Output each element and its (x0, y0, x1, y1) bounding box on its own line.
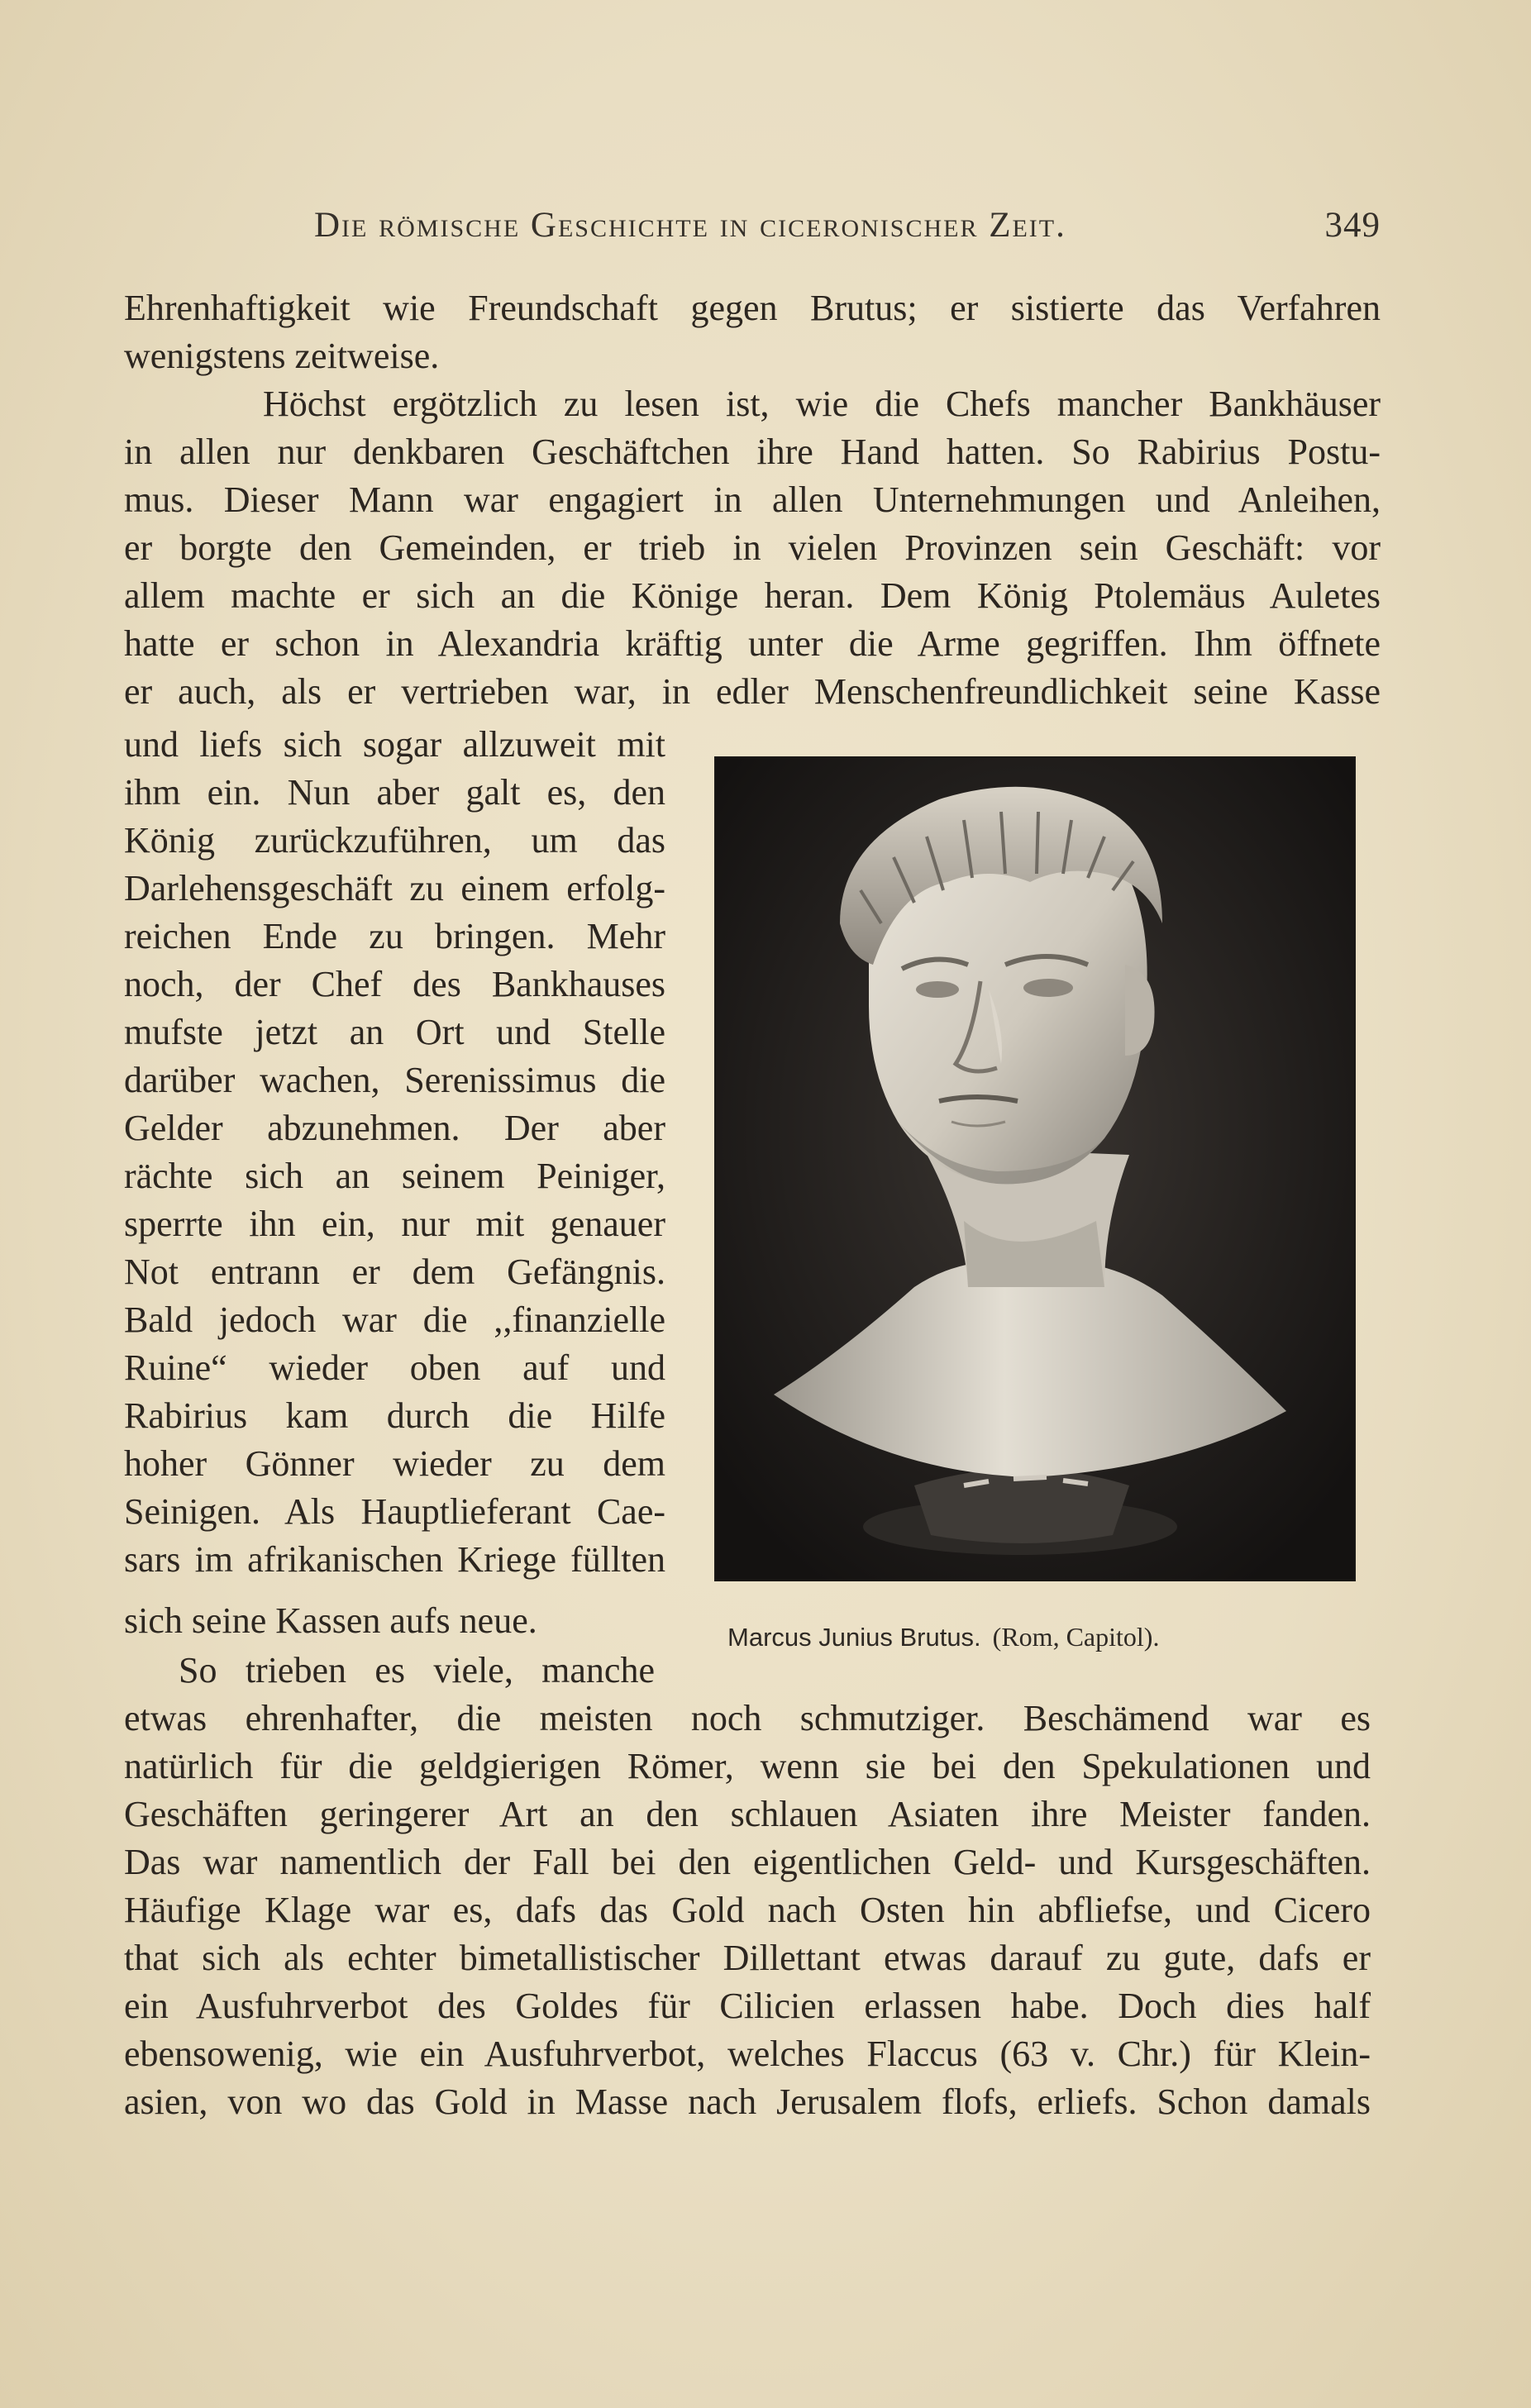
text-line: rächte sich an seinem Peiniger, (124, 1156, 665, 1196)
text-line: er auch, als er vertrieben war, in edler Menschenfreundlichkeit seine Kasse (124, 671, 1381, 712)
text-line: und liefs sich sogar allzuweit mit (124, 724, 665, 765)
text-line: Ruine“ wieder oben auf und (124, 1347, 665, 1388)
text-line: wenigstens zeitweise. (124, 336, 440, 376)
text-line: Höchst ergötzlich zu lesen ist, wie die Chefs mancher Bankhäuser (263, 384, 1381, 424)
text-line: mufste jetzt an Ort und Stelle (124, 1012, 665, 1052)
running-title: Die römische Geschichte in ciceronischer Zeit. (314, 206, 1066, 245)
text-line: Das war namentlich der Fall bei den eigentlichen Geld- und Kursgeschäften. (124, 1842, 1371, 1882)
text-line: er borgte den Gemeinden, er trieb in vielen Provinzen sein Geschäft: vor (124, 527, 1381, 568)
text-line: Ehrenhaftigkeit wie Freundschaft gegen Brutus; er sistierte das Verfahren (124, 288, 1381, 328)
text-line: that sich als echter bimetallistischer Dillettant etwas darauf zu gute, dafs er (124, 1938, 1371, 1978)
text-line: Not entrann er dem Gefängnis. (124, 1252, 665, 1292)
figure-caption (727, 1622, 1372, 1652)
text-line: natürlich für die geldgierigen Römer, wenn sie bei den Spekulationen und (124, 1746, 1371, 1786)
text-line: asien, von wo das Gold in Masse nach Jerusalem flofs, erliefs. Schon damals (124, 2081, 1371, 2122)
text-line: hoher Gönner wieder zu dem (124, 1443, 665, 1484)
text-line: sich seine Kassen aufs neue. (124, 1600, 537, 1641)
text-line: Geschäften geringerer Art an den schlauen Asiaten ihre Meister fanden. (124, 1794, 1371, 1834)
text-line: hatte er schon in Alexandria kräftig unter die Arme gegriffen. Ihm öffnete (124, 623, 1381, 664)
caption-name: Marcus Junius Brutus. (727, 1623, 981, 1652)
text-line: reichen Ende zu bringen. Mehr (124, 916, 665, 956)
text-line: in allen nur denkbaren Geschäftchen ihre Hand hatten. So Rabirius Postu- (124, 432, 1381, 472)
text-line: noch, der Chef des Bankhauses (124, 964, 665, 1004)
text-line: So trieben es viele, manche (179, 1650, 655, 1690)
page-number: 349 (1324, 206, 1381, 245)
text-line: Bald jedoch war die ,,finanzielle (124, 1299, 665, 1340)
text-line: allem machte er sich an die Könige heran. Dem König Ptolemäus Auletes (124, 575, 1381, 616)
text-line: Seinigen. Als Hauptlieferant Cae- (124, 1491, 665, 1532)
text-line: sars im afrikanischen Kriege füllten (124, 1539, 665, 1580)
text-line: Häufige Klage war es, dafs das Gold nach Osten hin abfliefse, und Cicero (124, 1890, 1371, 1930)
running-header (314, 205, 1381, 255)
text-line: ein Ausfuhrverbot des Goldes für Cilicien erlassen habe. Doch dies half (124, 1986, 1371, 2026)
text-line: ebensowenig, wie ein Ausfuhrverbot, welches Flaccus (63 v. Chr.) für Klein- (124, 2034, 1371, 2074)
caption-place: (Rom, Capitol). (992, 1622, 1160, 1652)
text-line: mus. Dieser Mann war engagiert in allen Unternehmungen und Anleihen, (124, 479, 1381, 520)
text-line: Rabirius kam durch die Hilfe (124, 1395, 665, 1436)
text-line: König zurückzuführen, um das (124, 820, 665, 861)
text-line: sperrte ihn ein, nur mit genauer (124, 1204, 665, 1244)
bust-photograph (716, 758, 1354, 1580)
text-line: etwas ehrenhafter, die meisten noch schmutziger. Beschämend war es (124, 1698, 1371, 1738)
text-line: ihm ein. Nun aber galt es, den (124, 772, 665, 813)
text-line: Gelder abzunehmen. Der aber (124, 1108, 665, 1148)
text-line: darüber wachen, Serenissimus die (124, 1060, 665, 1100)
text-line: Darlehensgeschäft zu einem erfolg- (124, 868, 665, 908)
